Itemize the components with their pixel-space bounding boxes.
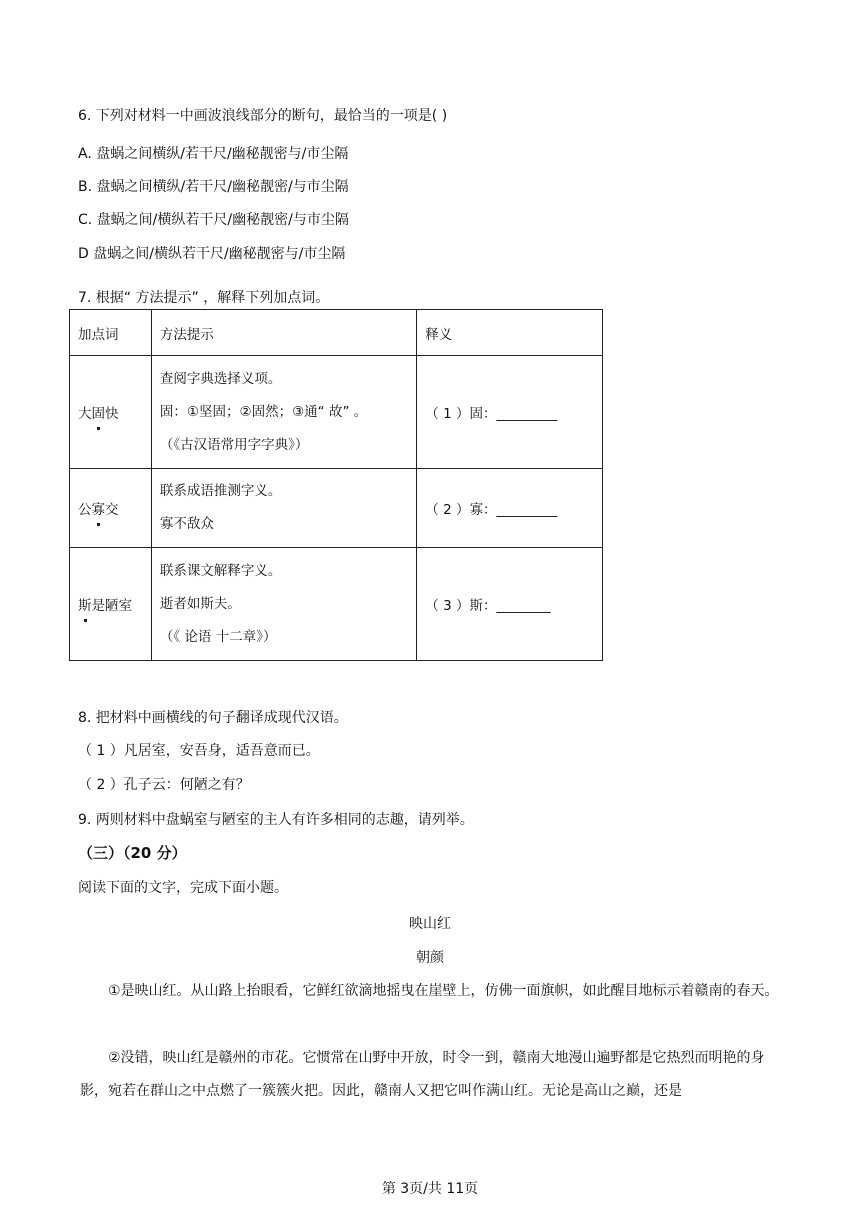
question-9-stem: 9. 两则材料中盘蜗室与陋室的主人有许多相同的志趣，请列举。: [78, 812, 474, 828]
question-8-item-2: （ 2 ）孔子云：何陋之有？: [78, 777, 250, 793]
target-word-cell: [70, 469, 152, 548]
answer-blank[interactable]: （ 3 ）斯：________: [417, 548, 603, 661]
question-6-option-a: A. 盘蜗之间横纵/若干尺/幽秘靓密与/市尘隔: [78, 146, 349, 162]
table-row: [70, 548, 603, 661]
hint-line: 联系课文解释字义。: [159, 562, 282, 579]
article-author: 朝颜: [416, 950, 444, 966]
question-8-item-1: （ 1 ）凡居室，安吾身，适吾意而已。: [78, 743, 320, 759]
table-row: [70, 356, 603, 469]
target-word-cell: [70, 548, 152, 661]
article-paragraph: ②没错，映山红是赣州的市花。它惯常在山野中开放，时令一到，赣南大地漫山遍野都是它热烈而明艳的身影，宛若在群山之中点燃了一簇簇火把。因此，赣南人又把它叫作满山红。无论是高山之巅，还是: [80, 1050, 765, 1099]
hint-line: 查阅字典选择义项。: [159, 370, 282, 387]
hint-line: 逝者如斯夫。: [159, 595, 241, 612]
method-hint-cell: [151, 356, 416, 469]
question-6-option-b: B. 盘蜗之间横纵/若干尺/幽秘靓密/与市尘隔: [78, 179, 349, 195]
vocabulary-table: [69, 309, 603, 661]
dotted-word: 斯: [78, 594, 92, 614]
section-instruction: 阅读下面的文字，完成下面小题。: [78, 880, 288, 896]
word-text: 快: [105, 406, 119, 422]
hint-line: 寡不敌众: [159, 516, 214, 532]
hint-line: 固：①坚固；②固然；③通“ 故” 。: [159, 403, 368, 420]
method-hint-cell: [151, 548, 416, 661]
table-header: 释义: [417, 310, 603, 356]
word-text: 是陋室: [91, 598, 132, 614]
dotted-word: 寡: [92, 498, 106, 518]
hint-line: （《古汉语常用字字典》）: [159, 436, 309, 453]
hint-line: 联系成语推测字义。: [159, 483, 282, 499]
table-row: [70, 469, 603, 548]
word-text: 大: [78, 406, 92, 422]
section-title: （三）（20 分）: [78, 844, 187, 862]
question-8-stem: 8. 把材料中画横线的句子翻译成现代汉语。: [78, 710, 348, 726]
target-word-cell: [70, 356, 152, 469]
word-text: 公: [78, 502, 92, 518]
page-number: 第 3页/共 11页: [381, 1181, 479, 1197]
table-header-row: [70, 310, 603, 356]
question-6-option-d: D 盘蜗之间/横纵若干尺/幽秘靓密与/市尘隔: [78, 246, 346, 262]
question-7-stem: 7. 根据“ 方法提示” ，解释下列加点词。: [78, 290, 330, 306]
method-hint-cell: [151, 469, 416, 548]
answer-blank[interactable]: （ 2 ）寡：_________: [417, 469, 603, 548]
answer-blank[interactable]: （ 1 ）固：_________: [417, 356, 603, 469]
question-6-stem: 6. 下列对材料一中画波浪线部分的断句，最恰当的一项是( ): [78, 108, 448, 124]
article-title: 映山红: [409, 916, 451, 932]
table-header: 方法提示: [151, 310, 416, 356]
table-header: 加点词: [70, 310, 152, 356]
question-6-option-c: C. 盘蜗之间/横纵若干尺/幽秘靓密/与市尘隔: [78, 212, 349, 228]
hint-line: （《 论语 十二章》）: [159, 628, 277, 645]
article-paragraph: ①是映山红。从山路上抬眼看，它鲜红欲滴地摇曳在崖壁上，仿佛一面旗帜，如此醒目地标示着赣南的春天。: [108, 983, 779, 999]
word-text: 交: [105, 502, 119, 518]
dotted-word: 固: [92, 402, 106, 422]
